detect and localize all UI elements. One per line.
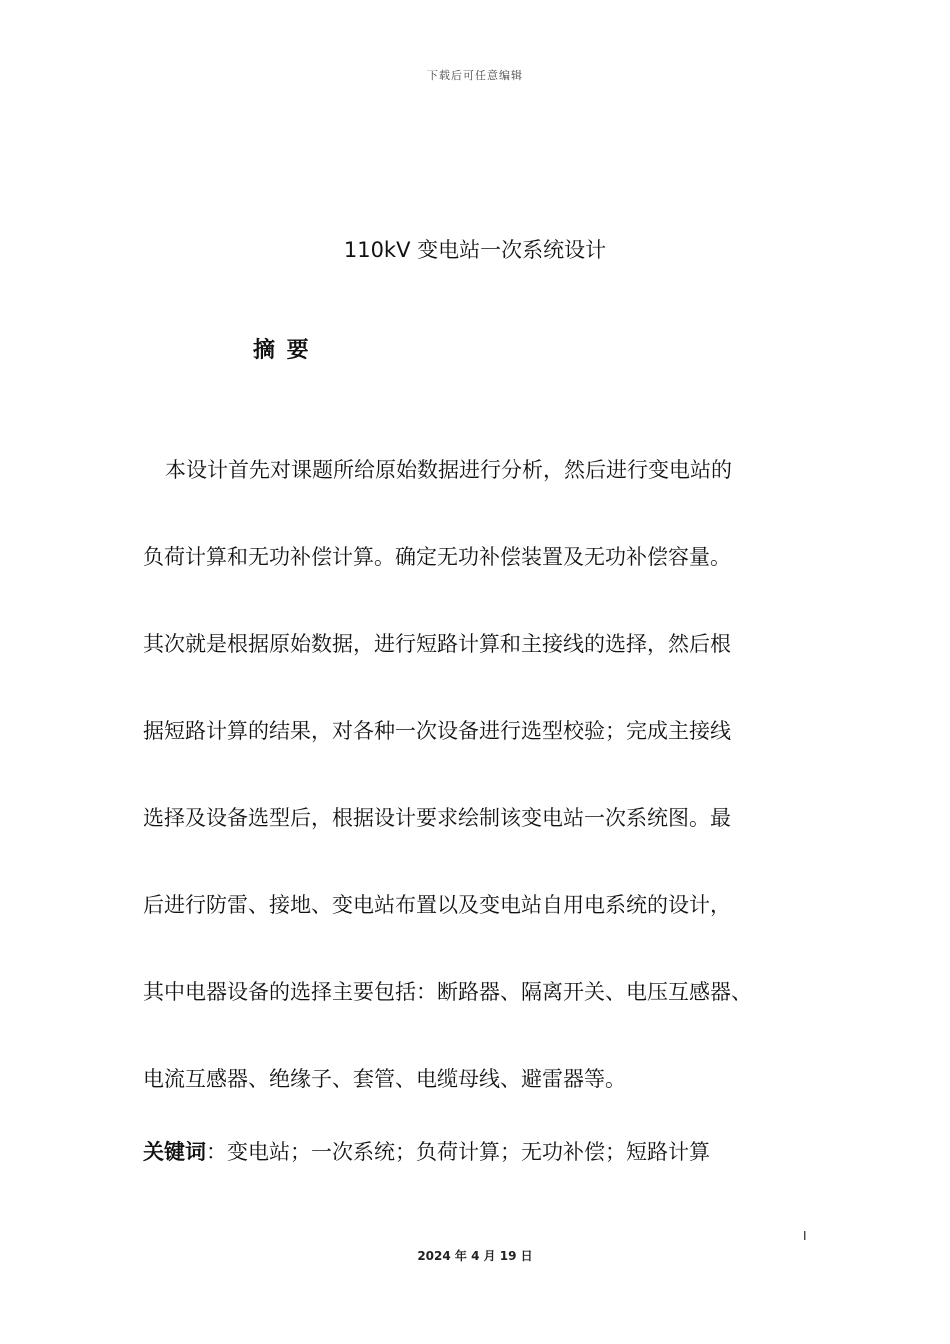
abstract-line: 电流互感器、绝缘子、套管、电缆母线、避雷器等。: [143, 1067, 626, 1091]
keywords-line: [143, 1138, 710, 1166]
abstract-line: 其中电器设备的选择主要包括：断路器、隔离开关、电压互感器、: [143, 980, 752, 1004]
page-header-note: 下载后可任意编辑: [427, 69, 523, 82]
abstract-line: 后进行防雷、接地、变电站布置以及变电站自用电系统的设计，: [143, 893, 731, 917]
abstract-line: 据短路计算的结果，对各种一次设备进行选型校验；完成主接线: [143, 719, 731, 743]
footer-date: 2024 年 4 月 19 日: [417, 1249, 533, 1263]
page-number: I: [803, 1229, 807, 1243]
abstract-line: 其次就是根据原始数据，进行短路计算和主接线的选择，然后根: [143, 632, 731, 656]
abstract-line: 负荷计算和无功补偿计算。确定无功补偿装置及无功补偿容量。: [143, 545, 731, 569]
abstract-heading: 摘 要: [253, 338, 311, 363]
abstract-line: 本设计首先对课题所给原始数据进行分析，然后进行变电站的: [165, 458, 732, 482]
keywords-text: ：变电站；一次系统；负荷计算；无功补偿；短路计算: [206, 1140, 710, 1164]
keywords-label: 关键词: [143, 1140, 206, 1164]
abstract-line: 选择及设备选型后，根据设计要求绘制该变电站一次系统图。最: [143, 806, 731, 830]
document-title: 110kV 变电站一次系统设计: [343, 238, 607, 262]
